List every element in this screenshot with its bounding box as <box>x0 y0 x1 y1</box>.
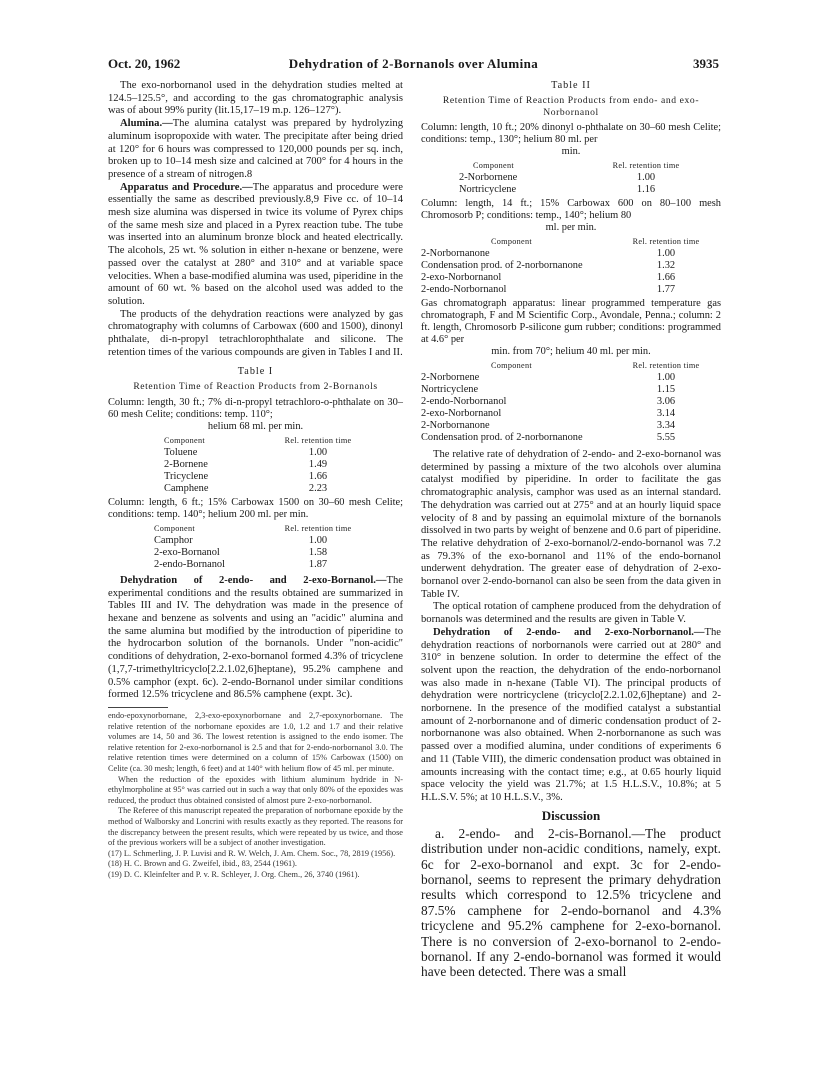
table-row <box>421 260 721 272</box>
table-row <box>459 172 701 184</box>
table-row <box>154 547 373 559</box>
paragraph-relative-rate: The relative rate of dehydration of 2-endo- and 2-exo-bornanol was determined by passing a mixture of the two alcohols over alumina catalyst modified by piperidine. In order to facilitate the gas chromatographic analysis, camphor was used as an internal standard. The dehydration was carried out at 275° and at an hourly liquid space velocity of 8 and by passing an equimolal mixture of the bornanols dissolved in two parts by weight of benzene and 0.6 part of piperidine. The relative dehydration of 2-exo-bornanol/2-endo-bornanol was 7.2 as 79.3% of the exo-bornanol and 11% of the endo-bornanol underwent dehydration. The greater ease of dehydration of 2-exo-bornanol over 2-endo-bornanol can also be seen from the data given in Table IV. <box>421 449 721 600</box>
table-2-condition-2 <box>421 198 721 234</box>
table-row <box>421 396 721 408</box>
cell-retention-time: 1.58 <box>308 546 328 558</box>
table-2-title: Retention Time of Reaction Products from endo- and exo-Norbornanol <box>442 95 700 118</box>
cell-retention-time: 1.49 <box>308 458 328 470</box>
table-header-row <box>154 523 373 534</box>
table-2-rows-3 <box>421 372 721 444</box>
cell-component: 2-Bornene <box>164 458 208 470</box>
cell-retention-time: 1.16 <box>636 184 656 195</box>
table-row <box>421 248 721 260</box>
paragraph-bornanol-dehydration <box>108 575 403 702</box>
section-heading-discussion: Discussion <box>541 807 601 823</box>
table-1-condition-1-tail: helium 68 ml. per min. <box>207 420 304 432</box>
table-2-rows-2 <box>421 248 721 296</box>
column-header-component: Component <box>164 435 205 445</box>
cell-retention-time: 1.00 <box>308 446 328 458</box>
right-column <box>421 80 721 980</box>
table-2-block-1 <box>421 160 721 196</box>
reference-item: (17) L. Schmerling, J. P. Luvisi and R. W. Welch, J. Am. Chem. Soc., 78, 2819 (1956). <box>108 848 396 858</box>
cell-retention-time: 1.66 <box>308 470 328 482</box>
table-2-label: Table II <box>551 80 591 91</box>
page-number: 3935 <box>693 56 719 71</box>
section-heading-alumina: Alumina.— <box>120 118 173 130</box>
paragraph-norbornanol-text: The dehydration reactions of norbornanols were carried out at 280° and 310° in benzene solution. In order to determine the effect of the solvent upon the reaction, the dehydration of the endo-norbornanol was also made in n-hexane (Table VI). The principal products of dehydration were nortricyclene (tricyclo[2.2.1.02,6]heptane) and 2-norbornene. In the presence of the modified catalyst a substantial amount of 2-norbornanone and of dimeric condensation product of 2-norbornanone was also obtained. When 2-norbornanone as such was passed over a modified alumina, under conditions of experiments 6 and 11 (Table VIII), the dimeric condensation product was obtained in amounts increasing with the contact time; e.g., at 0.65 hourly liquid space velocity the yield was 21.7%; at 1.5 H.L.S.V., 10.8%; at 5 H.L.S.V. 5%; at 10 H.L.S.V., 3%. <box>421 626 721 803</box>
cell-component: Nortricyclene <box>421 384 479 395</box>
table-1-condition-1-text: Column: length, 30 ft.; 7% di-n-propyl tetrachloro-o-phthalate on 30–60 mesh Celite; conditions: temp. 110°; <box>108 396 403 420</box>
header-date: Oct. 20, 1962 <box>108 56 181 71</box>
column-header-component: Component <box>491 237 532 246</box>
header-title: Dehydration of 2-Bornanols over Alumina <box>288 56 539 71</box>
table-2-condition-1-tail: min. <box>561 146 581 157</box>
table-2-rows-1 <box>459 172 701 196</box>
cell-retention-time: 3.34 <box>656 420 676 431</box>
column-header-retention: Rel. retention time <box>632 237 700 246</box>
cell-component: 2-endo-Bornanol <box>154 558 225 570</box>
table-2-condition-1 <box>421 122 721 158</box>
paragraph-optical-rotation: The optical rotation of camphene produced from the dehydration of bornanols was determined and the results are given in Table V. <box>421 601 721 626</box>
paragraph-bornanol-text: The experimental conditions and the results obtained are summarized in Tables III and IV. The dehydration was made in the presence of hexane and benzene as solvents and using an "acidic" alumina and the same alumina but modified by the introduction of piperidine to the hydrocarbon solution of the bornanols. Under "non-acidic" conditions of dehydration, 2-exo-bornanol formed 4.3% of tricyclene (1,7,7-trimethyltricyclo[2.2.1.02,6]heptane), 95.2% camphene and 0.5% camphor (expt. 6c). 2-endo-Bornanol under similar conditions formed 12.5% tricyclene and 86.5% camphene (expt. 3c). <box>108 574 403 701</box>
table-2-condition-3 <box>421 298 721 358</box>
table-row <box>421 272 721 284</box>
cell-retention-time: 3.14 <box>656 408 676 419</box>
column-header-component: Component <box>491 361 532 370</box>
table-1-condition-1 <box>108 397 403 433</box>
cell-retention-time: 5.55 <box>656 432 676 443</box>
paragraph-discussion: a. 2-endo- and 2-cis-Bornanol.—The product distribution under non-acidic conditions, namely, expt. 6c for 2-exo-bornanol and expt. 3c for 2-endo-bornanol, seems to represent the primary dehydration results which correspond to 12.5% tricyclene and 87.5% camphene for 2-endo-bornanol and 4.3% tricyclene and 95.2% camphene for 2-exo-bornanol. There is no conversion of 2-exo-bornanol to 2-endo-bornanol. If any 2-endo-bornanol was formed it would have been detected. There was a small <box>421 825 721 980</box>
table-header-row <box>421 236 721 247</box>
cell-component: 2-Norbornene <box>421 372 480 383</box>
column-header-retention: Rel. retention time <box>632 361 700 370</box>
reference-list <box>108 849 403 880</box>
table-1-rows-1 <box>164 447 373 495</box>
table-header-row <box>164 435 373 446</box>
table-1-rows-2 <box>154 535 373 571</box>
table-1-title: Retention Time of Reaction Products from 2-Bornanols <box>133 381 378 393</box>
table-1-block-1 <box>108 435 403 495</box>
table-row <box>421 284 721 296</box>
left-column <box>108 80 403 880</box>
table-1-condition-2: Column: length, 6 ft.; 15% Carbowax 1500 on 30–60 mesh Celite; conditions: temp. 140°; helium 200 ml. per min. <box>108 496 403 520</box>
table-2-block-2 <box>421 236 721 296</box>
cell-retention-time: 2.23 <box>308 482 328 494</box>
table-row <box>421 372 721 384</box>
table-2-condition-3-tail: min. from 70°; helium 40 ml. per min. <box>491 346 651 357</box>
cell-retention-time: 1.32 <box>656 260 676 271</box>
column-header-retention: Rel. retention time <box>284 435 352 445</box>
table-2-condition-2-tail: ml. per min. <box>545 222 597 233</box>
table-header-row <box>421 360 721 371</box>
footnote-divider <box>108 707 168 708</box>
paragraph-analysis: The products of the dehydration reactions were analyzed by gas chromatography with columns of Carbowax (600 and 1500), dinonyl phthalate, di-n-propyl tetrachlorophthalate and silicone. The retention times of the various compounds are given in Tables I and II. <box>108 308 403 358</box>
table-row <box>421 384 721 396</box>
column-header-retention: Rel. retention time <box>612 161 680 170</box>
table-row <box>164 447 373 459</box>
table-row <box>421 432 721 444</box>
cell-component: Toluene <box>164 446 198 458</box>
cell-component: Camphor <box>154 534 193 546</box>
footnote-referee: The Referee of this manuscript repeated the preparation of norbornane epoxide by the method of Walborsky and Loncrini with results exactly as they reported. The reasons for the discrepancy between the present results, which were repeated by us twice, and those of the previous workers will be a subject of another investigation. <box>108 806 403 848</box>
cell-component: 2-exo-Bornanol <box>154 546 220 558</box>
table-row <box>421 420 721 432</box>
table-row <box>164 471 373 483</box>
cell-component: Camphene <box>164 482 209 494</box>
cell-component: 2-Norbornanone <box>421 248 490 259</box>
cell-component: 2-endo-Norbornanol <box>421 396 507 407</box>
column-header-component: Component <box>473 161 514 170</box>
paragraph-apparatus <box>108 182 403 309</box>
cell-component: 2-Norbornanone <box>421 420 490 431</box>
table-row <box>154 535 373 547</box>
running-header <box>108 56 719 76</box>
table-2-condition-2-text: Column: length, 14 ft.; 15% Carbowax 600 on 80–100 mesh Chromosorb P; conditions: temp., 140°; helium 80 <box>421 198 721 221</box>
table-row <box>421 408 721 420</box>
cell-component: Condensation prod. of 2-norbornanone <box>421 260 583 271</box>
cell-retention-time: 1.66 <box>656 272 676 283</box>
cell-retention-time: 1.00 <box>656 372 676 383</box>
section-heading-bornanol: Dehydration of 2-endo- and 2-exo-Bornanol.— <box>120 574 387 586</box>
section-heading-apparatus: Apparatus and Procedure.— <box>120 181 253 193</box>
cell-retention-time: 1.00 <box>656 248 676 259</box>
cell-component: 2-exo-Norbornanol <box>421 408 502 419</box>
cell-retention-time: 1.00 <box>308 534 328 546</box>
table-row <box>154 559 373 571</box>
table-2-condition-1-text: Column: length, 10 ft.; 20% dinonyl o-phthalate on 30–60 mesh Celite; conditions: temp., 130°; helium 80 ml. per <box>421 122 721 145</box>
column-header-retention: Rel. retention time <box>284 523 352 533</box>
table-2 <box>421 80 721 444</box>
cell-component: Nortricyclene <box>459 184 517 195</box>
table-1 <box>108 366 403 571</box>
reference-item: (19) D. C. Kleinfelter and P. v. R. Schleyer, J. Org. Chem., 26, 3740 (1961). <box>108 869 360 879</box>
cell-retention-time: 1.87 <box>308 558 328 570</box>
table-1-block-2 <box>108 523 403 571</box>
table-row <box>164 459 373 471</box>
cell-component: 2-exo-Norbornanol <box>421 272 502 283</box>
paragraph-norbornanol-purity: The exo-norbornanol used in the dehydration studies melted at 124.5–125.5°, and according to the gas chromatographic analysis was of about 99% purity (lit.15,17–19 m.p. 126–127°). <box>108 80 403 117</box>
cell-retention-time: 1.77 <box>656 284 676 295</box>
paragraph-alumina-text: The alumina catalyst was prepared by hydrolyzing aluminum isopropoxide with water. The precipitate after being dried at 120° for 6 hours was compressed to 120,000 pounds per sq. inch, broken up to 10–14 mesh size and calcined at 700° for 4 hours in the presence of a stream of nitrogen.8 <box>108 118 403 180</box>
table-2-condition-3-text: Gas chromatograph apparatus: linear programmed temperature gas chromatograph, F and M Scientific Corp., Avondale, Penna.; column: 2 ft. length, Chromosorb P-silicone gum rubber; conditions: programmed at 4.6° per <box>421 298 721 345</box>
table-header-row <box>459 160 701 171</box>
cell-retention-time: 1.15 <box>656 384 676 395</box>
table-2-block-3 <box>421 360 721 444</box>
paragraph-norbornanol-dehydration <box>421 627 721 805</box>
paragraph-alumina <box>108 118 403 182</box>
table-row <box>459 184 701 196</box>
cell-retention-time: 1.00 <box>636 172 656 183</box>
footnote-reduction: When the reduction of the epoxides with lithium aluminum hydride in N-ethylmorpholine at 95° was carried out in such a way that only 80% of the epoxides was reduced, the product thus obtained consisted of almost pure 2-exo-norbornanol. <box>108 774 403 805</box>
cell-component: 2-endo-Norbornanol <box>421 284 507 295</box>
column-header-component: Component <box>154 523 195 533</box>
paragraph-apparatus-text: The apparatus and procedure were essentially the same as described previously.8,9 Five cc. of 10–14 mesh size alumina was dispersed in twice its volume of Pyrex chips of the same mesh size and placed in a Pyrex reaction tube. The tube was inserted into an aluminum bronze block and heated electrically. The alcohols, 25 wt. % solution in either n-hexane or benzene, were passed over the catalyst at 280° and 310° and at variable space velocities. When a base-modified alumina was used, piperidine in the amount of 60 wt. % based on the alcohol used was added to the solution. <box>108 181 403 307</box>
footnote-epoxide: endo-epoxynorbornane, 2,3-exo-epoxynorbornane and 2,7-epoxynorbornane. The relative retention of the norbornane epoxides are 1.0, 1.2 and 1.7 and their relative volumes are 14, 50 and 36. The lowest retention is assigned to the endo isomer. The relative retention for 2-exo-norbornanol is 2.5 and that for 2-endo-norbornanol 3.0. The relative retention times were determined on a column of 15% Carbowax (1500) on Celite (ca. 30 mesh; length, 6 feet) and at 140° with helium flow of 45 ml. per minute. <box>108 711 403 773</box>
cell-component: Tricyclene <box>164 470 209 482</box>
section-heading-norbornanol: Dehydration of 2-endo- and 2-exo-Norbornanol.— <box>433 626 705 638</box>
cell-component: 2-Norbornene <box>459 172 518 183</box>
cell-component: Condensation prod. of 2-norbornanone <box>421 432 583 443</box>
cell-retention-time: 3.06 <box>656 396 676 407</box>
table-row <box>164 483 373 495</box>
table-1-label: Table I <box>237 366 274 378</box>
reference-item: (18) H. C. Brown and G. Zweifel, ibid., 83, 2544 (1961). <box>108 859 297 869</box>
